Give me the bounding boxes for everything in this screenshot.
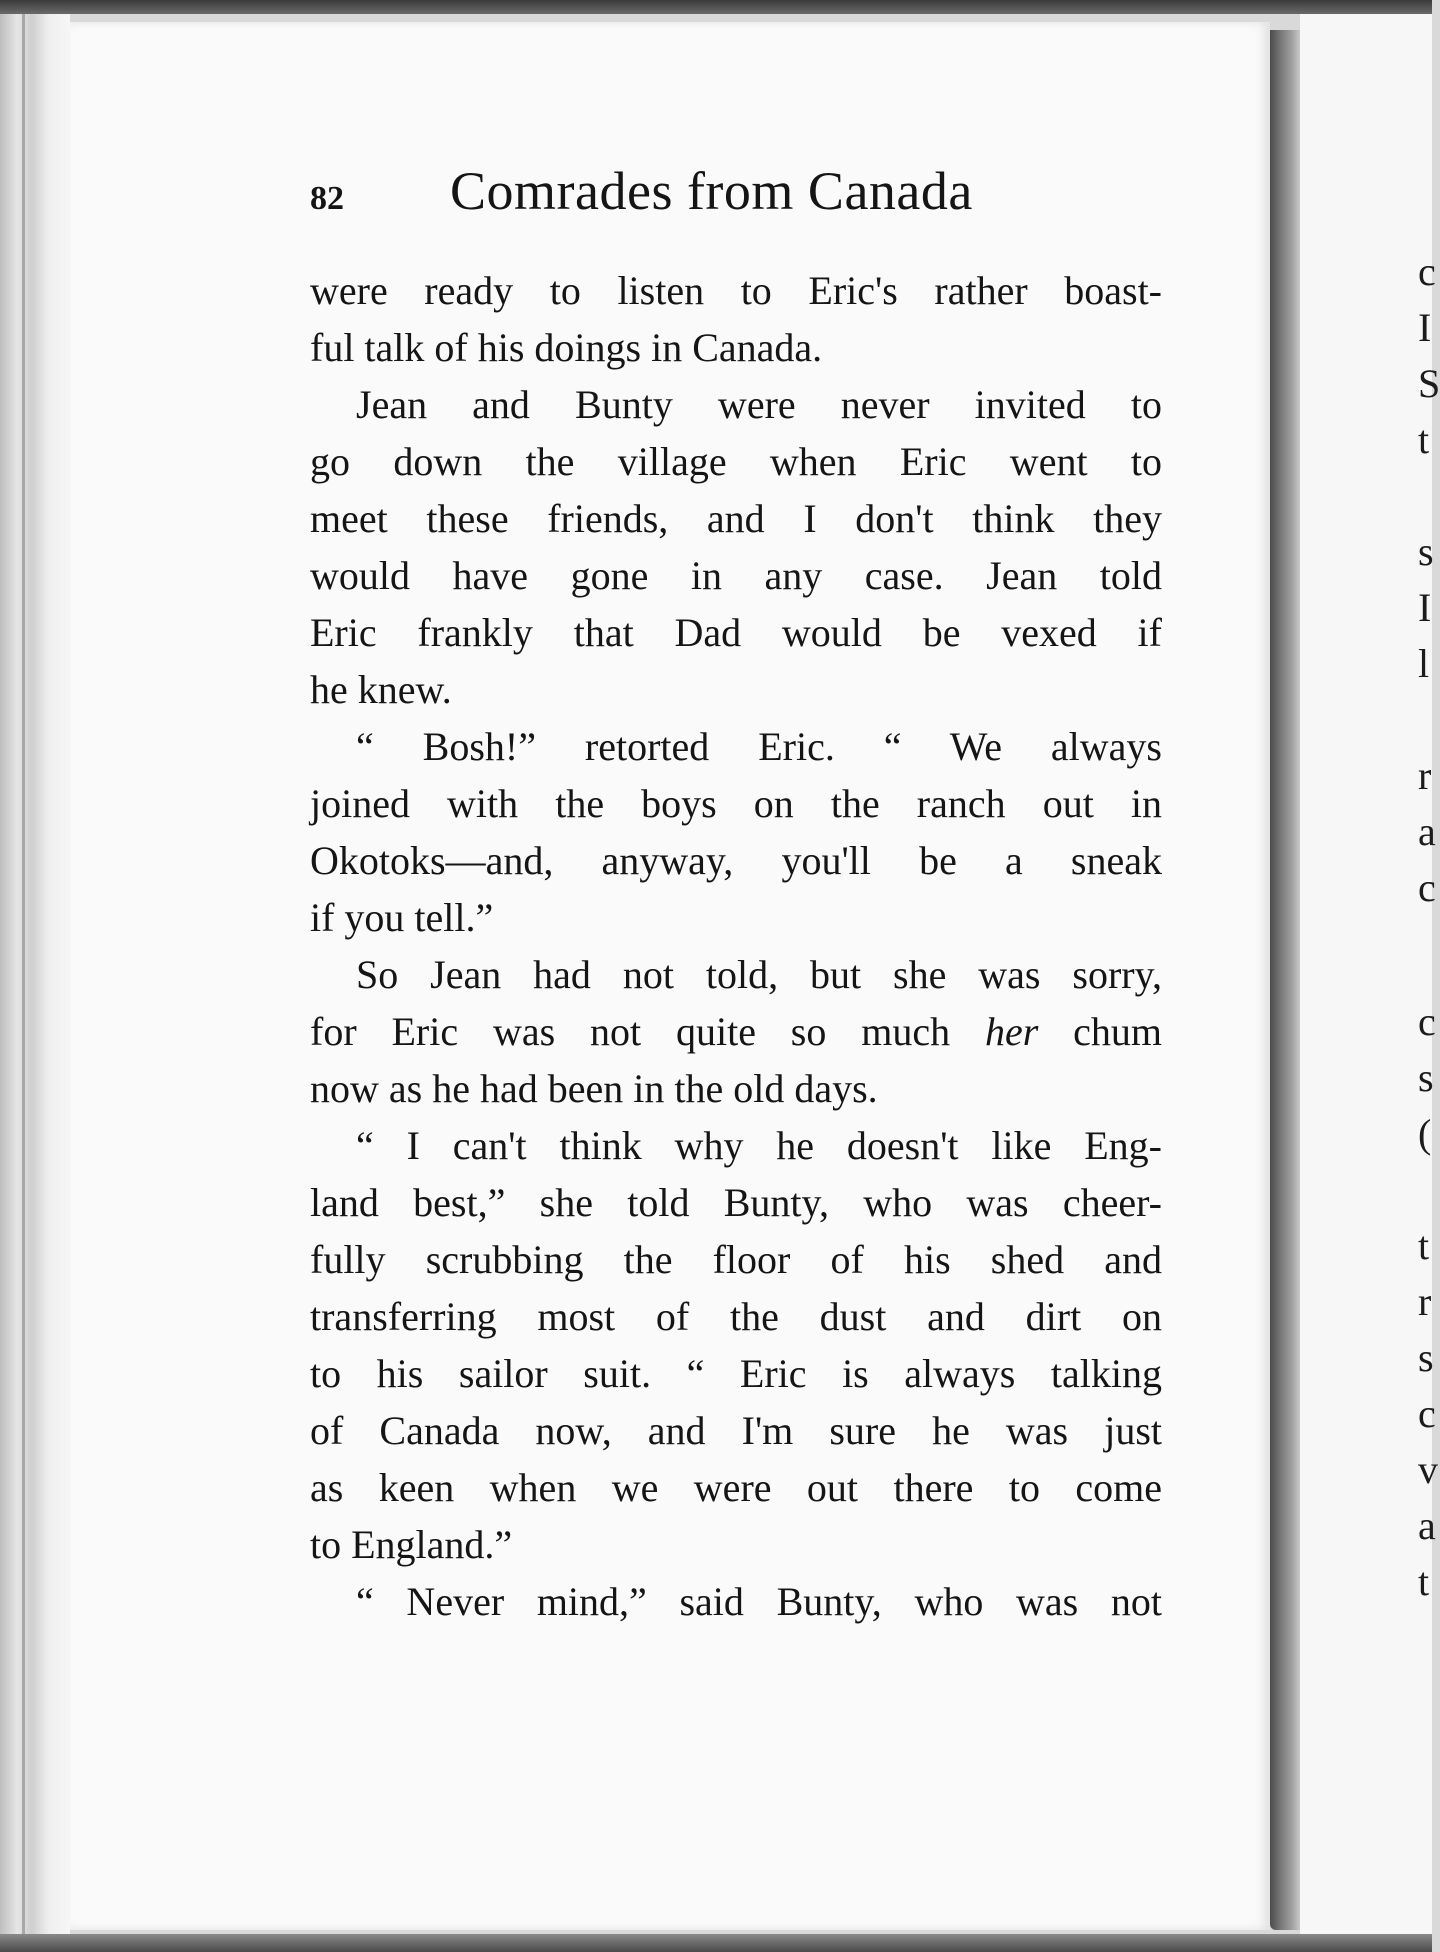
facing-page-letter: t bbox=[1418, 1223, 1430, 1268]
facing-page-letter: c bbox=[1418, 865, 1436, 910]
book-spine-shadow bbox=[1270, 30, 1300, 1930]
left-page-edge bbox=[0, 14, 70, 1934]
facing-page-letter: v bbox=[1418, 1447, 1438, 1492]
text-line: “ Bosh!” retorted Eric. “ We always bbox=[356, 724, 1162, 769]
body-text bbox=[310, 262, 1162, 1630]
facing-page-letter: c bbox=[1418, 999, 1436, 1044]
scan-bottom-edge bbox=[0, 1934, 1432, 1952]
text-line: were ready to listen to Eric's rather boast- bbox=[310, 268, 1162, 313]
text-line: go down the village when Eric went to bbox=[310, 439, 1162, 484]
text-line: meet these friends, and I don't think they bbox=[310, 496, 1162, 541]
facing-page-letter: c bbox=[1418, 1391, 1436, 1436]
text-line: Eric frankly that Dad would be vexed if bbox=[310, 610, 1162, 655]
text-line: ful talk of his doings in Canada. bbox=[310, 325, 823, 370]
page-number: 82 bbox=[310, 180, 344, 217]
facing-page-letter: t bbox=[1418, 417, 1430, 462]
text-line: as keen when we were out there to come bbox=[310, 1465, 1162, 1510]
text-line: if you tell.” bbox=[310, 895, 494, 940]
text-line: now as he had been in the old days. bbox=[310, 1066, 878, 1111]
facing-page-letter: l bbox=[1418, 641, 1430, 686]
text-line: Jean and Bunty were never invited to bbox=[356, 382, 1162, 427]
facing-page-letter: s bbox=[1418, 1055, 1434, 1100]
facing-page-letter: r bbox=[1418, 753, 1432, 798]
running-head bbox=[310, 160, 1030, 230]
text-line: would have gone in any case. Jean told bbox=[310, 553, 1162, 598]
text-line: to his sailor suit. “ Eric is always talking bbox=[310, 1351, 1162, 1396]
facing-page-letter: a bbox=[1418, 809, 1436, 854]
facing-page-letter: c bbox=[1418, 249, 1436, 294]
text-line: “ I can't think why he doesn't like Eng- bbox=[356, 1123, 1162, 1168]
text-line: to England.” bbox=[310, 1522, 513, 1567]
text-line: he knew. bbox=[310, 667, 452, 712]
text-line: land best,” she told Bunty, who was cheer- bbox=[310, 1180, 1162, 1225]
text-line: joined with the boys on the ranch out in bbox=[310, 781, 1162, 826]
facing-page-letter: a bbox=[1418, 1503, 1436, 1548]
facing-page-letter: I bbox=[1418, 305, 1432, 350]
text-line: of Canada now, and I'm sure he was just bbox=[310, 1408, 1162, 1453]
facing-page bbox=[1300, 14, 1432, 1934]
scan-top-edge bbox=[0, 0, 1432, 14]
facing-page-letter: s bbox=[1418, 1335, 1434, 1380]
text-line: So Jean had not told, but she was sorry, bbox=[356, 952, 1162, 997]
running-title: Comrades from Canada bbox=[450, 161, 973, 221]
facing-page-letter: ( bbox=[1418, 1111, 1432, 1156]
facing-page-letter: t bbox=[1418, 1559, 1430, 1604]
text-line: for Eric was not quite so much her chum bbox=[310, 1009, 1162, 1054]
text-line: Okotoks—and, anyway, you'll be a sneak bbox=[310, 838, 1162, 883]
facing-page-letter: I bbox=[1418, 585, 1432, 630]
emphasis-her: her bbox=[984, 1009, 1039, 1054]
left-page-fold bbox=[22, 14, 25, 1934]
text-line: “ Never mind,” said Bunty, who was not bbox=[356, 1579, 1162, 1624]
facing-page-letter: S bbox=[1418, 361, 1440, 406]
text-line: fully scrubbing the floor of his shed and bbox=[310, 1237, 1162, 1282]
facing-page-letter: r bbox=[1418, 1279, 1432, 1324]
facing-page-letter: s bbox=[1418, 529, 1434, 574]
text-line: transferring most of the dust and dirt on bbox=[310, 1294, 1162, 1339]
